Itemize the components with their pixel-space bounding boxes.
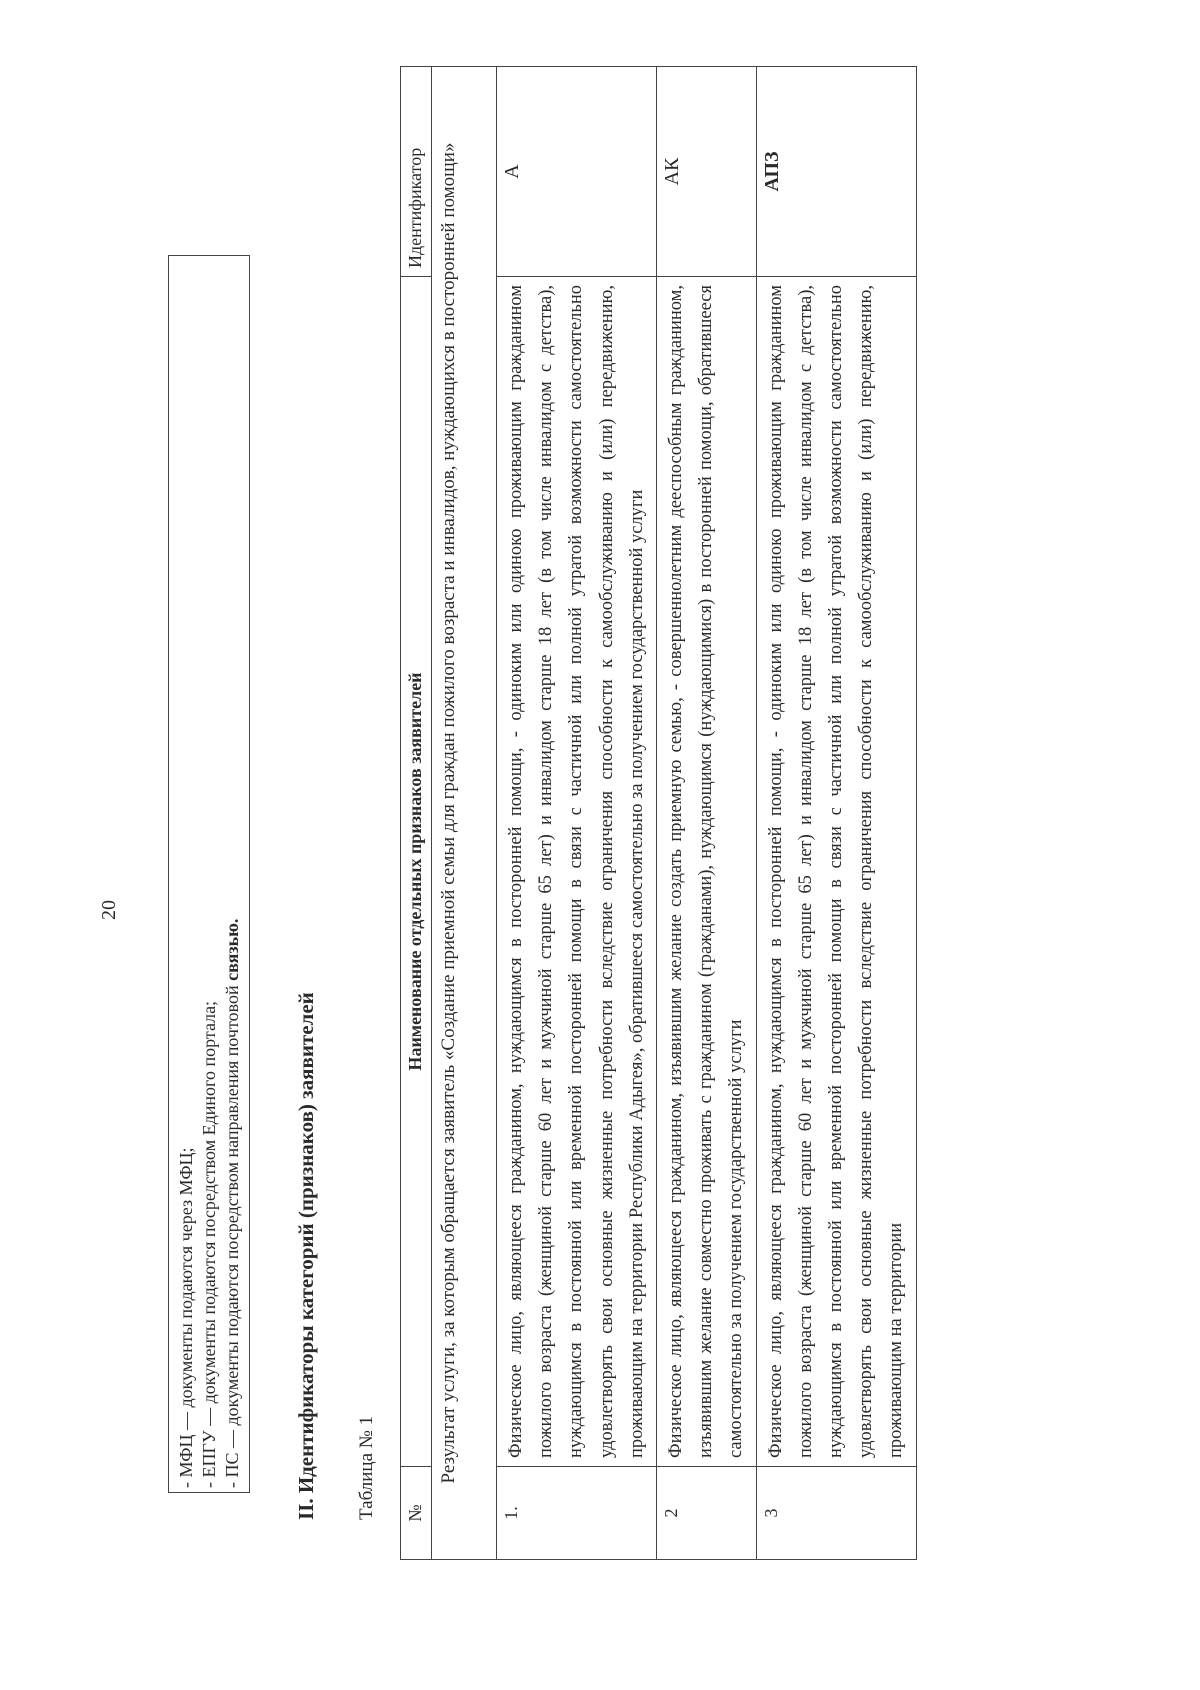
row-number: 3	[756, 1467, 916, 1560]
row-identifier: АК	[657, 67, 757, 277]
group-row	[432, 67, 497, 1560]
row-number: 2	[657, 1467, 757, 1560]
table-row	[657, 67, 757, 1560]
header-name: Наименование отдельных признаков заявителей	[401, 277, 432, 1467]
section-title: II. Идентификаторы категорий (признаков) заявителей	[294, 992, 318, 1520]
header-number: №	[401, 1467, 432, 1560]
row-number: 1.	[497, 1467, 657, 1560]
row-description: Физическое лицо, являющееся гражданином, нуждающимся в посторонней помощи, - одиноким или одиноко проживающим гражданином пожилого возраста (женщиной старше 60 лет и мужчиной старше 65 лет) и инвалидом старше 18 лет (в том числе инвалидом с детства), нуждающимся в постоянной или временной посторонней помощи в связи с частичной или полной утратой возможности самостоятельно удовлетворять свои основные жизненные потребности вследствие ограничения способности к самообслуживанию и (или) передвижению, проживающим на территории Республики Адыгея», обратившееся самостоятельно за получением государственной услуги	[497, 277, 657, 1467]
header-identifier: Идентификатор	[401, 67, 432, 277]
row-description: Физическое лицо, являющееся гражданином, нуждающимся в посторонней помощи, - одиноким или одиноко проживающим гражданином пожилого возраста (женщиной старше 60 лет и мужчиной старше 65 лет) и инвалидом старше 18 лет (в том числе инвалидом с детства), нуждающимся в постоянной или временной посторонней помощи в связи с частичной или полной утратой возможности самостоятельно удовлетворять свои основные жизненные потребности вследствие ограничения способности к самообслуживанию и (или) передвижению, проживающим на территории	[756, 277, 916, 1467]
legend-line-mfc: - МФЦ — документы подаются через МФЦ;	[176, 1147, 196, 1488]
table-row	[756, 67, 916, 1560]
row-description: Физическое лицо, являющееся гражданином, изъявившим желание создать приемную семью, - совершеннолетним дееспособным гражданином, изъявившим желание совместно проживать с гражданином (гражданами), нуждающимся (нуждающимися) в посторонней помощи, обратившееся самостоятельно за получением государственной услуги	[657, 277, 757, 1467]
applicant-identifiers-table	[400, 66, 917, 1560]
legend-line-ps-text: - ПС — документы подаются посредством направления почтовой	[222, 980, 242, 1488]
table-caption: Таблица № 1	[356, 1415, 377, 1520]
page-number: 20	[98, 900, 120, 920]
legend-line-ps-bold: связью.	[222, 918, 242, 981]
table-row	[497, 67, 657, 1560]
submission-methods-legend	[168, 255, 250, 1493]
table-header-row	[401, 67, 432, 1560]
row-identifier: АПЗ	[756, 67, 916, 277]
group-title: Результат услуги, за которым обращается заявитель «Создание приемной семьи для граждан пожилого возраста и инвалидов, нуждающихся в посторонней помощи»	[432, 67, 497, 1560]
legend-line-ps	[221, 260, 244, 1488]
legend-line-epgu: - ЕПГУ — документы подаются посредством Единого портала;	[199, 1000, 219, 1488]
row-identifier: А	[497, 67, 657, 277]
